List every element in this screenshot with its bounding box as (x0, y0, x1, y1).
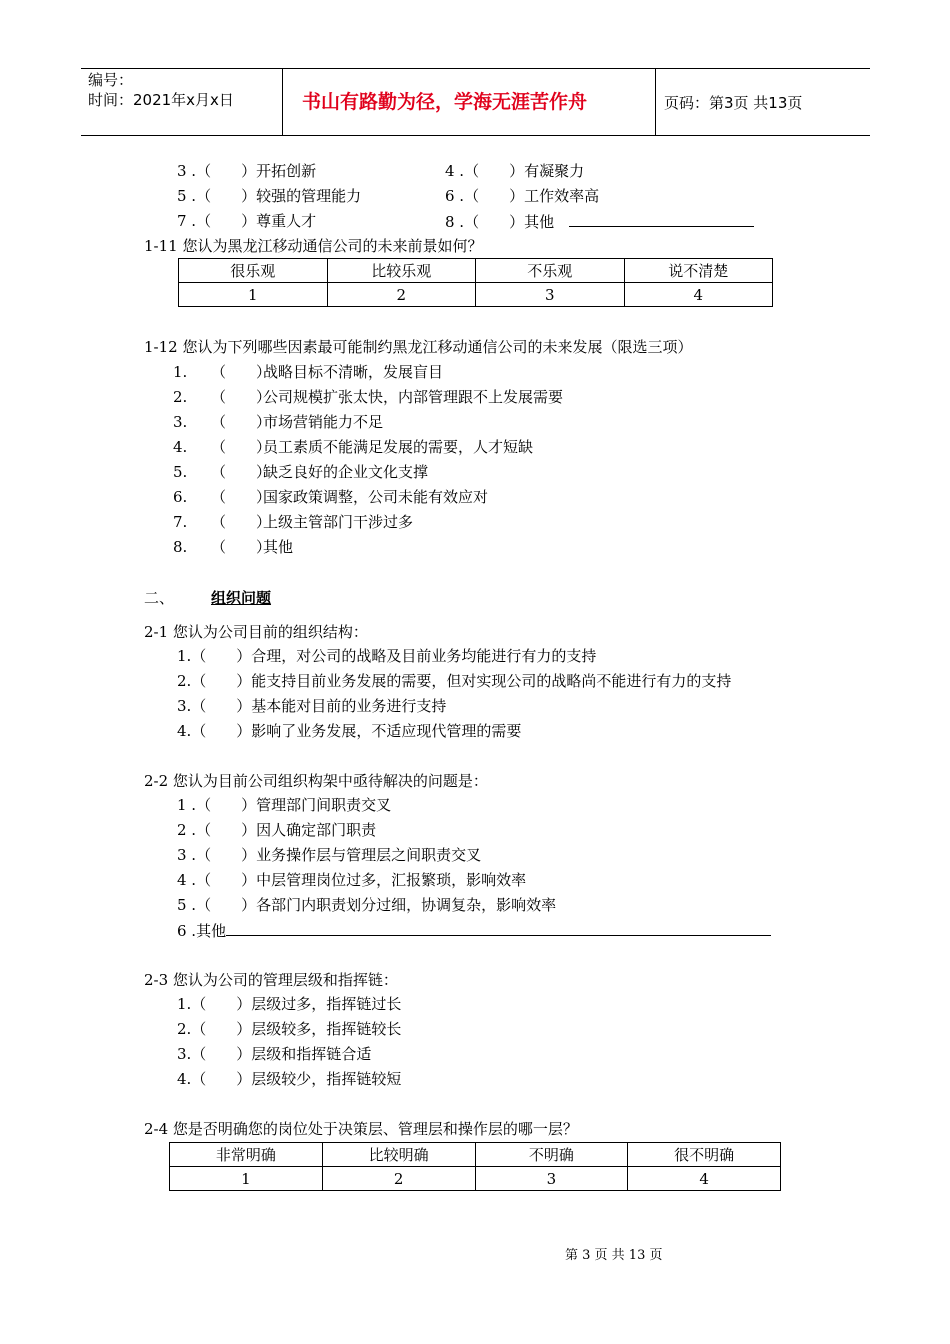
header-divider-right (655, 68, 656, 136)
answer-paren[interactable]: （ ） (211, 463, 272, 481)
q1-12-item (173, 537, 293, 557)
header-motto: 书山有路勤为径，学海无涯苦作舟 (302, 91, 588, 113)
q2-4-question: 2-4 您是否明确您的岗位处于决策层、管理层和操作层的哪一层？ (144, 1120, 578, 1138)
q1-12-item (173, 487, 488, 507)
q1-11-header-cell: 比较乐观 (327, 259, 476, 283)
answer-paren[interactable]: （ ） (211, 413, 272, 431)
header-divider-left (282, 68, 283, 136)
q1-12-question: 1-12 您认为下列哪些因素最可能制约黑龙江移动通信公司的未来发展（限选三项） (144, 338, 693, 356)
q1-10-option: 4 .（ ）有凝聚力 (445, 162, 585, 180)
q2-1-question: 2-1 您认为公司目前的组织结构： (144, 623, 368, 641)
item-number: 2. (173, 388, 188, 406)
item-text: 上级主管部门干涉过多 (263, 513, 414, 531)
q2-4-header-cell: 比较明确 (322, 1143, 475, 1167)
q2-2-item: 4 .（ ）中层管理岗位过多，汇报繁琐，影响效率 (177, 871, 527, 889)
q2-2-question: 2-2 您认为目前公司组织构架中亟待解决的问题是： (144, 772, 488, 790)
q1-10-other-blank[interactable] (569, 211, 754, 227)
q1-11-header-cell: 很乐观 (179, 259, 328, 283)
q1-11-value-cell[interactable]: 3 (476, 283, 625, 307)
q1-11-header-cell: 说不清楚 (624, 259, 773, 283)
header-time-label: 时间：2021年x月x日 (88, 91, 234, 109)
q2-4-header-row (170, 1143, 781, 1167)
section-title: 组织问题 (211, 589, 272, 607)
answer-paren[interactable]: （ ） (211, 363, 272, 381)
section-number: 二、 (144, 589, 175, 607)
q2-2-item: 5 .（ ）各部门内职责划分过细，协调复杂，影响效率 (177, 896, 557, 914)
q2-3-item: 2.（ ）层级较多，指挥链较长 (177, 1020, 402, 1038)
q2-4-scale-table (169, 1142, 781, 1191)
item-text: 市场营销能力不足 (263, 413, 384, 431)
q2-2-item: 2 .（ ）因人确定部门职责 (177, 821, 377, 839)
item-number: 5. (173, 463, 188, 481)
item-number: 1. (173, 363, 188, 381)
item-text: 公司规模扩张太快，内部管理跟不上发展需要 (263, 388, 564, 406)
q2-1-item: 4.（ ）影响了业务发展，不适应现代管理的需要 (177, 722, 522, 740)
header-top-rule (81, 68, 870, 69)
q1-11-question: 1-11 您认为黑龙江移动通信公司的未来前景如何？ (144, 237, 483, 255)
q1-11-header-cell: 不乐观 (476, 259, 625, 283)
item-text: 缺乏良好的企业文化支撑 (263, 463, 429, 481)
header-page-label: 页码：第3页 共13页 (664, 94, 803, 112)
q2-2-other-label: 6 .其他 (177, 922, 227, 940)
q2-4-value-cell[interactable]: 4 (628, 1167, 781, 1191)
q2-3-item: 1.（ ）层级过多，指挥链过长 (177, 995, 402, 1013)
header-number-label: 编号： (88, 71, 134, 89)
q2-1-item: 1.（ ）合理，对公司的战略及目前业务均能进行有力的支持 (177, 647, 597, 665)
q2-1-item: 3.（ ）基本能对目前的业务进行支持 (177, 697, 447, 715)
answer-paren[interactable]: （ ） (211, 388, 272, 406)
q1-11-value-row (179, 283, 773, 307)
q1-12-item (173, 512, 413, 532)
item-number: 7. (173, 513, 188, 531)
item-number: 6. (173, 488, 188, 506)
q2-4-value-row (170, 1167, 781, 1191)
q2-4-value-cell[interactable]: 2 (322, 1167, 475, 1191)
q1-11-value-cell[interactable]: 2 (327, 283, 476, 307)
item-number: 4. (173, 438, 188, 456)
item-text: 其他 (263, 538, 294, 556)
item-text: 战略目标不清晰，发展盲目 (263, 363, 444, 381)
q1-10-option: 6 .（ ）工作效率高 (445, 187, 600, 205)
item-number: 8. (173, 538, 188, 556)
q2-4-value-cell[interactable]: 1 (170, 1167, 323, 1191)
q1-12-item (173, 387, 563, 407)
q1-11-value-cell[interactable]: 1 (179, 283, 328, 307)
q2-1-item: 2.（ ）能支持目前业务发展的需要，但对实现公司的战略尚不能进行有力的支持 (177, 672, 732, 690)
q1-12-item (173, 462, 428, 482)
q2-4-header-cell: 不明确 (475, 1143, 628, 1167)
q1-11-header-row (179, 259, 773, 283)
q1-10-option-other-label: 8 .（ ）其他 (445, 213, 555, 231)
page-footer: 第 3 页 共 13 页 (565, 1248, 663, 1263)
q2-3-item: 3.（ ）层级和指挥链合适 (177, 1045, 372, 1063)
q1-11-value-cell[interactable]: 4 (624, 283, 773, 307)
q2-2-item: 1 .（ ）管理部门间职责交叉 (177, 796, 392, 814)
q1-10-option: 5 .（ ）较强的管理能力 (177, 187, 362, 205)
answer-paren[interactable]: （ ） (211, 513, 272, 531)
q1-10-option: 3 .（ ）开拓创新 (177, 162, 317, 180)
q2-2-item: 3 .（ ）业务操作层与管理层之间职责交叉 (177, 846, 482, 864)
q2-2-other (177, 920, 771, 941)
answer-paren[interactable]: （ ） (211, 488, 272, 506)
q2-4-value-cell[interactable]: 3 (475, 1167, 628, 1191)
q2-2-other-blank[interactable] (226, 920, 771, 936)
q1-10-option-other (445, 211, 754, 232)
answer-paren[interactable]: （ ） (211, 438, 272, 456)
q1-11-scale-table (178, 258, 773, 307)
item-text: 员工素质不能满足发展的需要，人才短缺 (263, 438, 534, 456)
q2-4-header-cell: 很不明确 (628, 1143, 781, 1167)
header-bottom-rule (81, 135, 870, 136)
item-number: 3. (173, 413, 188, 431)
q1-12-item (173, 362, 443, 382)
item-text: 国家政策调整，公司未能有效应对 (263, 488, 489, 506)
q2-3-item: 4.（ ）层级较少，指挥链较短 (177, 1070, 402, 1088)
q1-12-item (173, 437, 533, 457)
q1-12-item (173, 412, 383, 432)
answer-paren[interactable]: （ ） (211, 538, 272, 556)
q1-10-option: 7 .（ ）尊重人才 (177, 212, 317, 230)
q2-4-header-cell: 非常明确 (170, 1143, 323, 1167)
q2-3-question: 2-3 您认为公司的管理层级和指挥链： (144, 971, 398, 989)
